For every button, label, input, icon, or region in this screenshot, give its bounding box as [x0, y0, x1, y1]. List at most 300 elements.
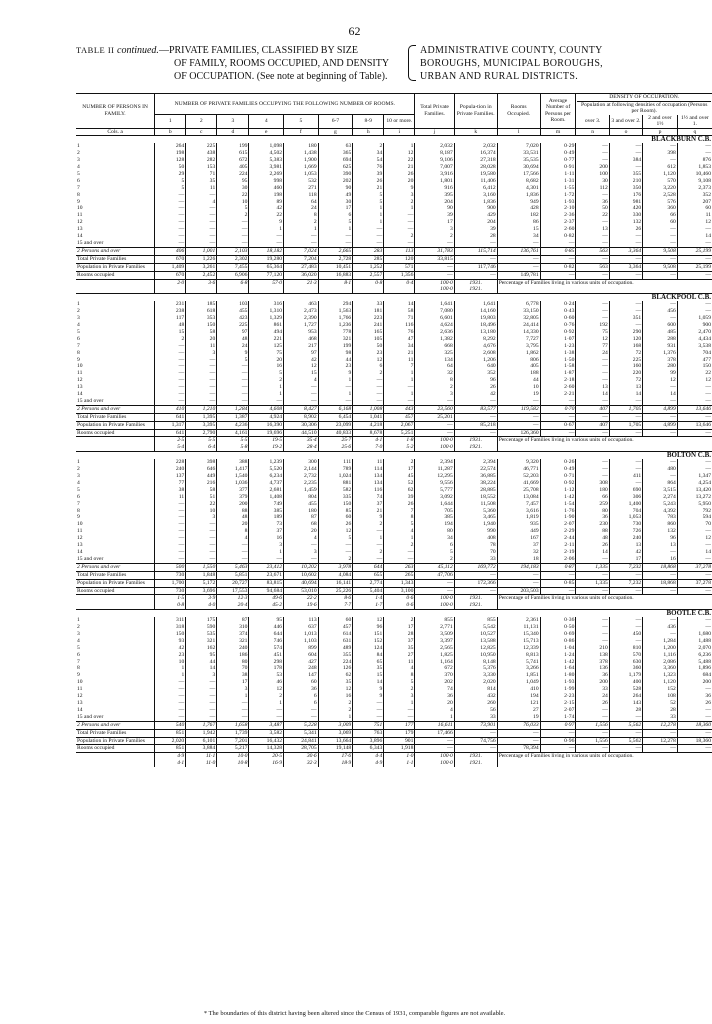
table-cell: 13,084 — [497, 494, 540, 501]
percent-cell: 1931. — [454, 595, 497, 602]
table-cell: 377 — [217, 487, 249, 494]
percent-cell: 20·4 — [217, 602, 249, 609]
table-cell: 2·06 — [540, 556, 576, 563]
table-cell: 0·60 — [540, 315, 576, 322]
table-cell: 96 — [353, 624, 384, 631]
table-cell: 16,390 — [249, 421, 284, 429]
table-cell: 2,557 — [353, 271, 384, 279]
table-cell: 1,409 — [155, 263, 186, 271]
table-cell: 5,228 — [284, 721, 319, 729]
table-cell: 25,226 — [318, 587, 353, 595]
table-cell: 48 — [217, 514, 249, 521]
table-cell: 2 — [217, 212, 249, 219]
row-label: 7 — [76, 659, 155, 666]
table-cell: 1·87 — [540, 370, 576, 377]
table-cell: 5,520 — [249, 466, 284, 473]
table-cell: 240 — [155, 466, 186, 473]
row-label: 3 — [76, 315, 155, 322]
table-row — [76, 357, 712, 364]
table-cell: — — [155, 240, 186, 247]
table-cell: 15,340 — [497, 631, 540, 638]
col-rooms-1: 1 — [155, 115, 186, 129]
table-cell: 655 — [353, 571, 384, 579]
table-cell: — — [186, 528, 217, 535]
table-cell: 2,452 — [186, 271, 217, 279]
percent-cell: 10·0 — [217, 753, 249, 760]
table-cell: 1,669 — [284, 164, 319, 171]
table-cell: 455 — [217, 308, 249, 315]
table-cell: 427 — [284, 659, 319, 666]
table-cell: — — [155, 686, 186, 693]
table-cell: 225 — [609, 357, 642, 364]
table-cell: 3,330 — [454, 672, 497, 679]
table-cell: 56 — [454, 707, 497, 714]
table-cell: 51 — [186, 494, 217, 501]
table-cell: 202 — [318, 178, 353, 185]
table-cell: 352 — [702, 191, 711, 198]
table-cell: 535 — [186, 631, 217, 638]
table-cell: 5,360 — [454, 508, 497, 515]
table-cell: 41,669 — [497, 480, 540, 487]
percentage-1921-row — [76, 286, 712, 293]
table-cell: 11 — [186, 185, 217, 192]
table-cell: 2·15 — [540, 700, 576, 707]
table-row — [76, 521, 712, 528]
table-cell: 998 — [249, 178, 284, 185]
table-cell: 4,608 — [249, 405, 284, 413]
table-cell: — — [155, 508, 186, 515]
table-cell: 4,434 — [698, 335, 711, 342]
table-cell: — — [249, 707, 284, 714]
table-cell: — — [609, 745, 642, 753]
table-cell: 1,103 — [284, 638, 319, 645]
table-cell: 11,508 — [454, 501, 497, 508]
table-cell: 6,236 — [698, 651, 711, 658]
table-cell: — — [155, 199, 186, 206]
table-cell: 351 — [609, 315, 642, 322]
table-cell: 1,556 — [576, 721, 609, 729]
row-label: Rooms occupied — [76, 429, 155, 437]
table-row — [76, 459, 712, 466]
percent-cell: 57·0 — [249, 279, 284, 286]
table-cell: — — [415, 429, 454, 437]
table-cell: 136 — [576, 665, 609, 672]
table-cell: — — [609, 233, 642, 240]
table-cell: 0·67 — [540, 421, 576, 429]
table-cell: 10 — [186, 508, 217, 515]
table-cell: 15 — [353, 672, 384, 679]
table-cell: 7,232 — [609, 579, 642, 587]
table-cell: 1,942 — [186, 729, 217, 737]
table-cell: 1·24 — [540, 652, 576, 659]
table-cell: — — [609, 714, 642, 721]
table-cell: 360 — [609, 665, 642, 672]
table-cell: 162 — [186, 645, 217, 652]
table-cell: 7,007 — [415, 164, 454, 171]
table-cell: 42 — [454, 391, 497, 398]
table-cell: 5,172 — [186, 579, 217, 587]
table-cell: — — [643, 233, 678, 240]
table-cell: 1·90 — [540, 514, 576, 521]
table-cell: 704 — [702, 349, 711, 356]
table-cell: 24 — [576, 350, 609, 357]
table-cell: 1,727 — [284, 322, 319, 329]
table-cell: 0·82 — [540, 233, 576, 240]
table-cell: — — [353, 398, 384, 405]
percent-cell: 17·6 — [318, 753, 353, 760]
table-cell: 3 — [415, 226, 454, 233]
table-cell: 3,465 — [454, 514, 497, 521]
table-cell: 60 — [284, 679, 319, 686]
table-row — [76, 308, 712, 315]
table-cell: — — [609, 638, 642, 645]
table-cell: 432 — [454, 693, 497, 700]
row-label: 12 — [76, 219, 155, 226]
table-cell: — — [609, 308, 642, 315]
table-cell: 410 — [497, 686, 540, 693]
district-header — [76, 452, 712, 459]
percent-cell: 1921. — [454, 602, 497, 609]
table-cell: 5,851 — [217, 571, 249, 579]
table-cell: 21 — [353, 508, 384, 515]
percent-cell: 5·4 — [155, 444, 186, 451]
population-row — [76, 737, 712, 745]
table-cell: 5,243 — [643, 501, 678, 508]
table-cell: 22,574 — [454, 466, 497, 473]
table-cell: 100 — [576, 171, 609, 178]
table-cell: 202 — [415, 679, 454, 686]
table-row — [76, 370, 712, 377]
table-cell: 12,825 — [454, 645, 497, 652]
percent-cell — [155, 286, 186, 293]
table-cell: 1,540 — [217, 473, 249, 480]
percent-caption — [497, 760, 712, 767]
row-label: 2 Persons and over — [76, 721, 155, 729]
table-row — [76, 494, 712, 501]
table-cell: 810 — [609, 645, 642, 652]
table-cell: 406 — [155, 247, 186, 255]
table-cell: 1 — [353, 535, 384, 542]
table-cell: 97 — [284, 350, 319, 357]
table-cell: 5,562 — [609, 737, 642, 745]
table-cell: 730 — [609, 521, 642, 528]
table-cell: 147 — [284, 672, 319, 679]
table-cell: 2,086 — [643, 659, 678, 666]
table-cell: 23,671 — [249, 571, 284, 579]
table-cell: 22 — [705, 370, 711, 377]
table-cell: 88 — [217, 508, 249, 515]
table-cell: 1 — [384, 205, 415, 212]
percent-cell: 8·6 — [318, 595, 353, 602]
table-cell: — — [284, 384, 319, 391]
col-rooms-group-header: NUMBER OF PRIVATE FAMILIES OCCUPYING THE FOLLOWING NUMBER OF ROOMS. — [155, 94, 415, 115]
table-cell: 24 — [284, 205, 319, 212]
table-cell: — — [217, 542, 249, 549]
percent-cell: 4·9 — [353, 760, 384, 767]
table-cell: 17 — [217, 679, 249, 686]
table-cell: 240 — [217, 645, 249, 652]
table-row — [76, 631, 712, 638]
table-cell: — — [318, 549, 353, 556]
table-cell: 751 — [353, 721, 384, 729]
table-cell: 1·07 — [540, 336, 576, 343]
table-cell: 640 — [454, 363, 497, 370]
table-cell: — — [284, 556, 319, 563]
table-cell: 28 — [454, 233, 497, 240]
table-cell: — — [540, 745, 576, 753]
table-cell: 52,203 — [497, 473, 540, 480]
table-cell: 1,641 — [415, 301, 454, 308]
col-rooms-3: 3 — [217, 115, 249, 129]
table-cell: 7,727 — [497, 336, 540, 343]
table-cell: — — [576, 308, 609, 315]
percent-cell: 19·2 — [249, 444, 284, 451]
table-cell: — — [705, 542, 711, 549]
table-cell: 2·36 — [540, 212, 576, 219]
table-cell: — — [609, 301, 642, 308]
table-cell: 36 — [576, 199, 609, 206]
table-cell: 90 — [318, 185, 353, 192]
table-cell: 6 — [284, 700, 319, 707]
table-cell: 13 — [609, 384, 642, 391]
families-table — [76, 93, 712, 767]
col-letter: i — [384, 128, 415, 136]
table-cell: — — [186, 549, 217, 556]
row-label: 9 — [76, 672, 155, 679]
heading-line-2: OF FAMILY, ROOMS OCCUPIED, AND DENSITY — [174, 58, 390, 69]
table-cell: 5 — [384, 521, 415, 528]
total-families-row — [76, 413, 712, 421]
table-cell: 3,220 — [643, 185, 678, 192]
table-cell: — — [705, 466, 711, 473]
row-label: 2 Persons and over — [76, 563, 155, 571]
table-cell: 35 — [353, 665, 384, 672]
table-cell: 306 — [609, 494, 642, 501]
percent-cell: 25·7 — [318, 437, 353, 444]
table-cell: 449 — [186, 473, 217, 480]
row-label: 3 — [76, 473, 155, 480]
table-cell: 8,682 — [497, 178, 540, 185]
table-cell: 85 — [318, 508, 353, 515]
col-letter: b — [155, 128, 186, 136]
table-cell: 34 — [353, 150, 384, 157]
table-cell: — — [643, 301, 678, 308]
table-cell: 2 — [318, 707, 353, 714]
row-label — [76, 279, 155, 286]
table-cell: 2,774 — [353, 579, 384, 587]
table-cell: 192 — [576, 322, 609, 329]
table-cell: 86 — [497, 219, 540, 226]
table-cell: 335 — [318, 494, 353, 501]
table-cell: — — [186, 693, 217, 700]
percentage-1921-row — [76, 602, 712, 609]
table-cell: 89 — [249, 199, 284, 206]
row-label: 1 — [76, 459, 155, 466]
table-cell: 456 — [643, 308, 678, 315]
table-cell: 612 — [643, 164, 678, 171]
table-cell: 36 — [576, 672, 609, 679]
table-cell: 1,323 — [643, 672, 678, 679]
table-cell: 408 — [454, 535, 497, 542]
table-cell: 10,451 — [318, 263, 353, 271]
table-cell: 576 — [643, 199, 678, 206]
table-cell: — — [576, 617, 609, 624]
col-letter: k — [454, 128, 497, 136]
percent-cell: 1931. — [454, 753, 497, 760]
table-cell: — — [705, 413, 711, 420]
table-cell: 2,394 — [415, 459, 454, 466]
table-cell: 876 — [702, 157, 711, 164]
table-cell: 398 — [186, 459, 217, 466]
table-cell: 2,565 — [415, 645, 454, 652]
table-cell: 138 — [576, 652, 609, 659]
table-row — [76, 212, 712, 219]
table-cell: 5,404 — [353, 587, 384, 595]
table-cell: 12 — [284, 363, 319, 370]
heading-right-2: BOROUGHS, MUNICIPAL BOROUGHS, — [420, 58, 603, 69]
table-cell: 50 — [155, 164, 186, 171]
col-letter: g — [318, 128, 353, 136]
table-cell: 3,092 — [415, 494, 454, 501]
table-cell: 672 — [217, 157, 249, 164]
table-cell: 670 — [155, 255, 186, 263]
table-cell: 37 — [249, 528, 284, 535]
table-cell: 37 — [384, 638, 415, 645]
column-letters-row — [76, 128, 712, 136]
table-cell: 1 — [249, 384, 284, 391]
table-cell: 150 — [318, 501, 353, 508]
table-cell: — — [609, 459, 642, 466]
percent-cell: 30·6 — [284, 753, 319, 760]
table-row — [76, 199, 712, 206]
table-cell: — — [497, 398, 540, 405]
table-cell: 1,739 — [217, 729, 249, 737]
table-cell: 1 — [384, 535, 415, 542]
table-cell: 2,636 — [415, 329, 454, 336]
table-cell: — — [155, 700, 186, 707]
table-cell: 0·69 — [540, 631, 576, 638]
row-label: 1 — [76, 143, 155, 150]
table-cell: — — [155, 535, 186, 542]
table-cell: 7,232 — [609, 563, 642, 571]
table-cell: 3 — [415, 391, 454, 398]
table-cell: 75 — [576, 329, 609, 336]
table-cell: 58 — [384, 308, 415, 315]
table-cell: — — [576, 255, 609, 263]
percent-cell: 32·3 — [284, 760, 319, 767]
table-cell: 12,278 — [643, 737, 678, 745]
row-label: 15 and over — [76, 398, 155, 405]
table-cell: 26 — [353, 178, 384, 185]
table-cell: — — [384, 398, 415, 405]
table-cell: — — [353, 226, 384, 233]
table-cell: 10,527 — [454, 631, 497, 638]
table-cell: 730 — [155, 587, 186, 595]
heading-right-3: URBAN AND RURAL DISTRICTS. — [420, 71, 578, 82]
table-cell: — — [643, 384, 678, 391]
table-cell: — — [497, 240, 540, 247]
table-cell: 8,292 — [454, 336, 497, 343]
table-cell: 8 — [415, 377, 454, 384]
table-cell: 318 — [155, 624, 186, 631]
table-cell: — — [705, 271, 711, 278]
table-cell: 74,756 — [454, 737, 497, 745]
table-cell: 1,252 — [353, 263, 384, 271]
table-cell: — — [155, 226, 186, 233]
table-cell: — — [609, 617, 642, 624]
table-cell: 2,020 — [155, 737, 186, 745]
table-cell: 231 — [155, 301, 186, 308]
percent-cell: 45·2 — [249, 602, 284, 609]
table-cell: — — [643, 271, 678, 279]
table-cell: 2·11 — [540, 542, 576, 549]
table-cell: 1·55 — [540, 185, 576, 192]
table-cell: 2,103 — [217, 247, 249, 255]
table-cell: 15 — [497, 226, 540, 233]
table-cell: — — [643, 571, 678, 579]
table-cell: 528 — [609, 686, 642, 693]
row-label: 10 — [76, 521, 155, 528]
col-rooms-5: 5 — [284, 115, 319, 129]
table-cell: 1,008 — [353, 405, 384, 413]
table-cell: — — [217, 714, 249, 721]
table-cell: — — [540, 571, 576, 579]
table-cell: 1,705 — [609, 405, 642, 413]
table-cell: 10 — [497, 384, 540, 391]
table-cell: 298 — [249, 659, 284, 666]
table-cell: 641 — [155, 429, 186, 437]
table-cell: 0·43 — [540, 308, 576, 315]
table-cell: 16 — [643, 556, 678, 563]
table-cell: — — [318, 233, 353, 240]
table-cell: 230 — [576, 521, 609, 528]
table-cell: 186 — [217, 652, 249, 659]
table-cell: 14 — [705, 233, 711, 240]
table-cell: — — [217, 391, 249, 398]
district-header — [76, 610, 712, 617]
table-cell: 310 — [217, 624, 249, 631]
table-continued: continued. — [117, 45, 159, 56]
table-cell: 385 — [415, 514, 454, 521]
table-cell: 1 — [353, 219, 384, 226]
percent-cell: 1·8 — [384, 437, 415, 444]
table-cell: 27 — [384, 652, 415, 659]
table-cell: 17 — [415, 219, 454, 226]
table-cell: 385 — [249, 508, 284, 515]
table-cell: 7 — [384, 363, 415, 370]
table-cell: — — [186, 714, 217, 721]
table-cell: 901 — [384, 737, 415, 745]
percent-cell: 10·8 — [217, 760, 249, 767]
table-cell: — — [576, 729, 609, 737]
table-cell: — — [497, 255, 540, 263]
table-cell: — — [353, 700, 384, 707]
table-cell: — — [155, 549, 186, 556]
percent-cell: 1921. — [454, 286, 497, 293]
table-cell: — — [576, 466, 609, 473]
row-label: 14 — [76, 707, 155, 714]
percentage-1931-row — [76, 753, 712, 760]
table-cell: 4,899 — [643, 405, 678, 413]
table-cell: 11 — [705, 212, 711, 219]
table-cell: 132 — [643, 528, 678, 535]
table-row — [76, 487, 712, 494]
percent-cell: 1·4 — [353, 595, 384, 602]
table-cell: 443 — [384, 405, 415, 413]
percent-cell: 19·6 — [284, 602, 319, 609]
table-cell: 2 — [249, 693, 284, 700]
table-cell: 463 — [284, 301, 319, 308]
